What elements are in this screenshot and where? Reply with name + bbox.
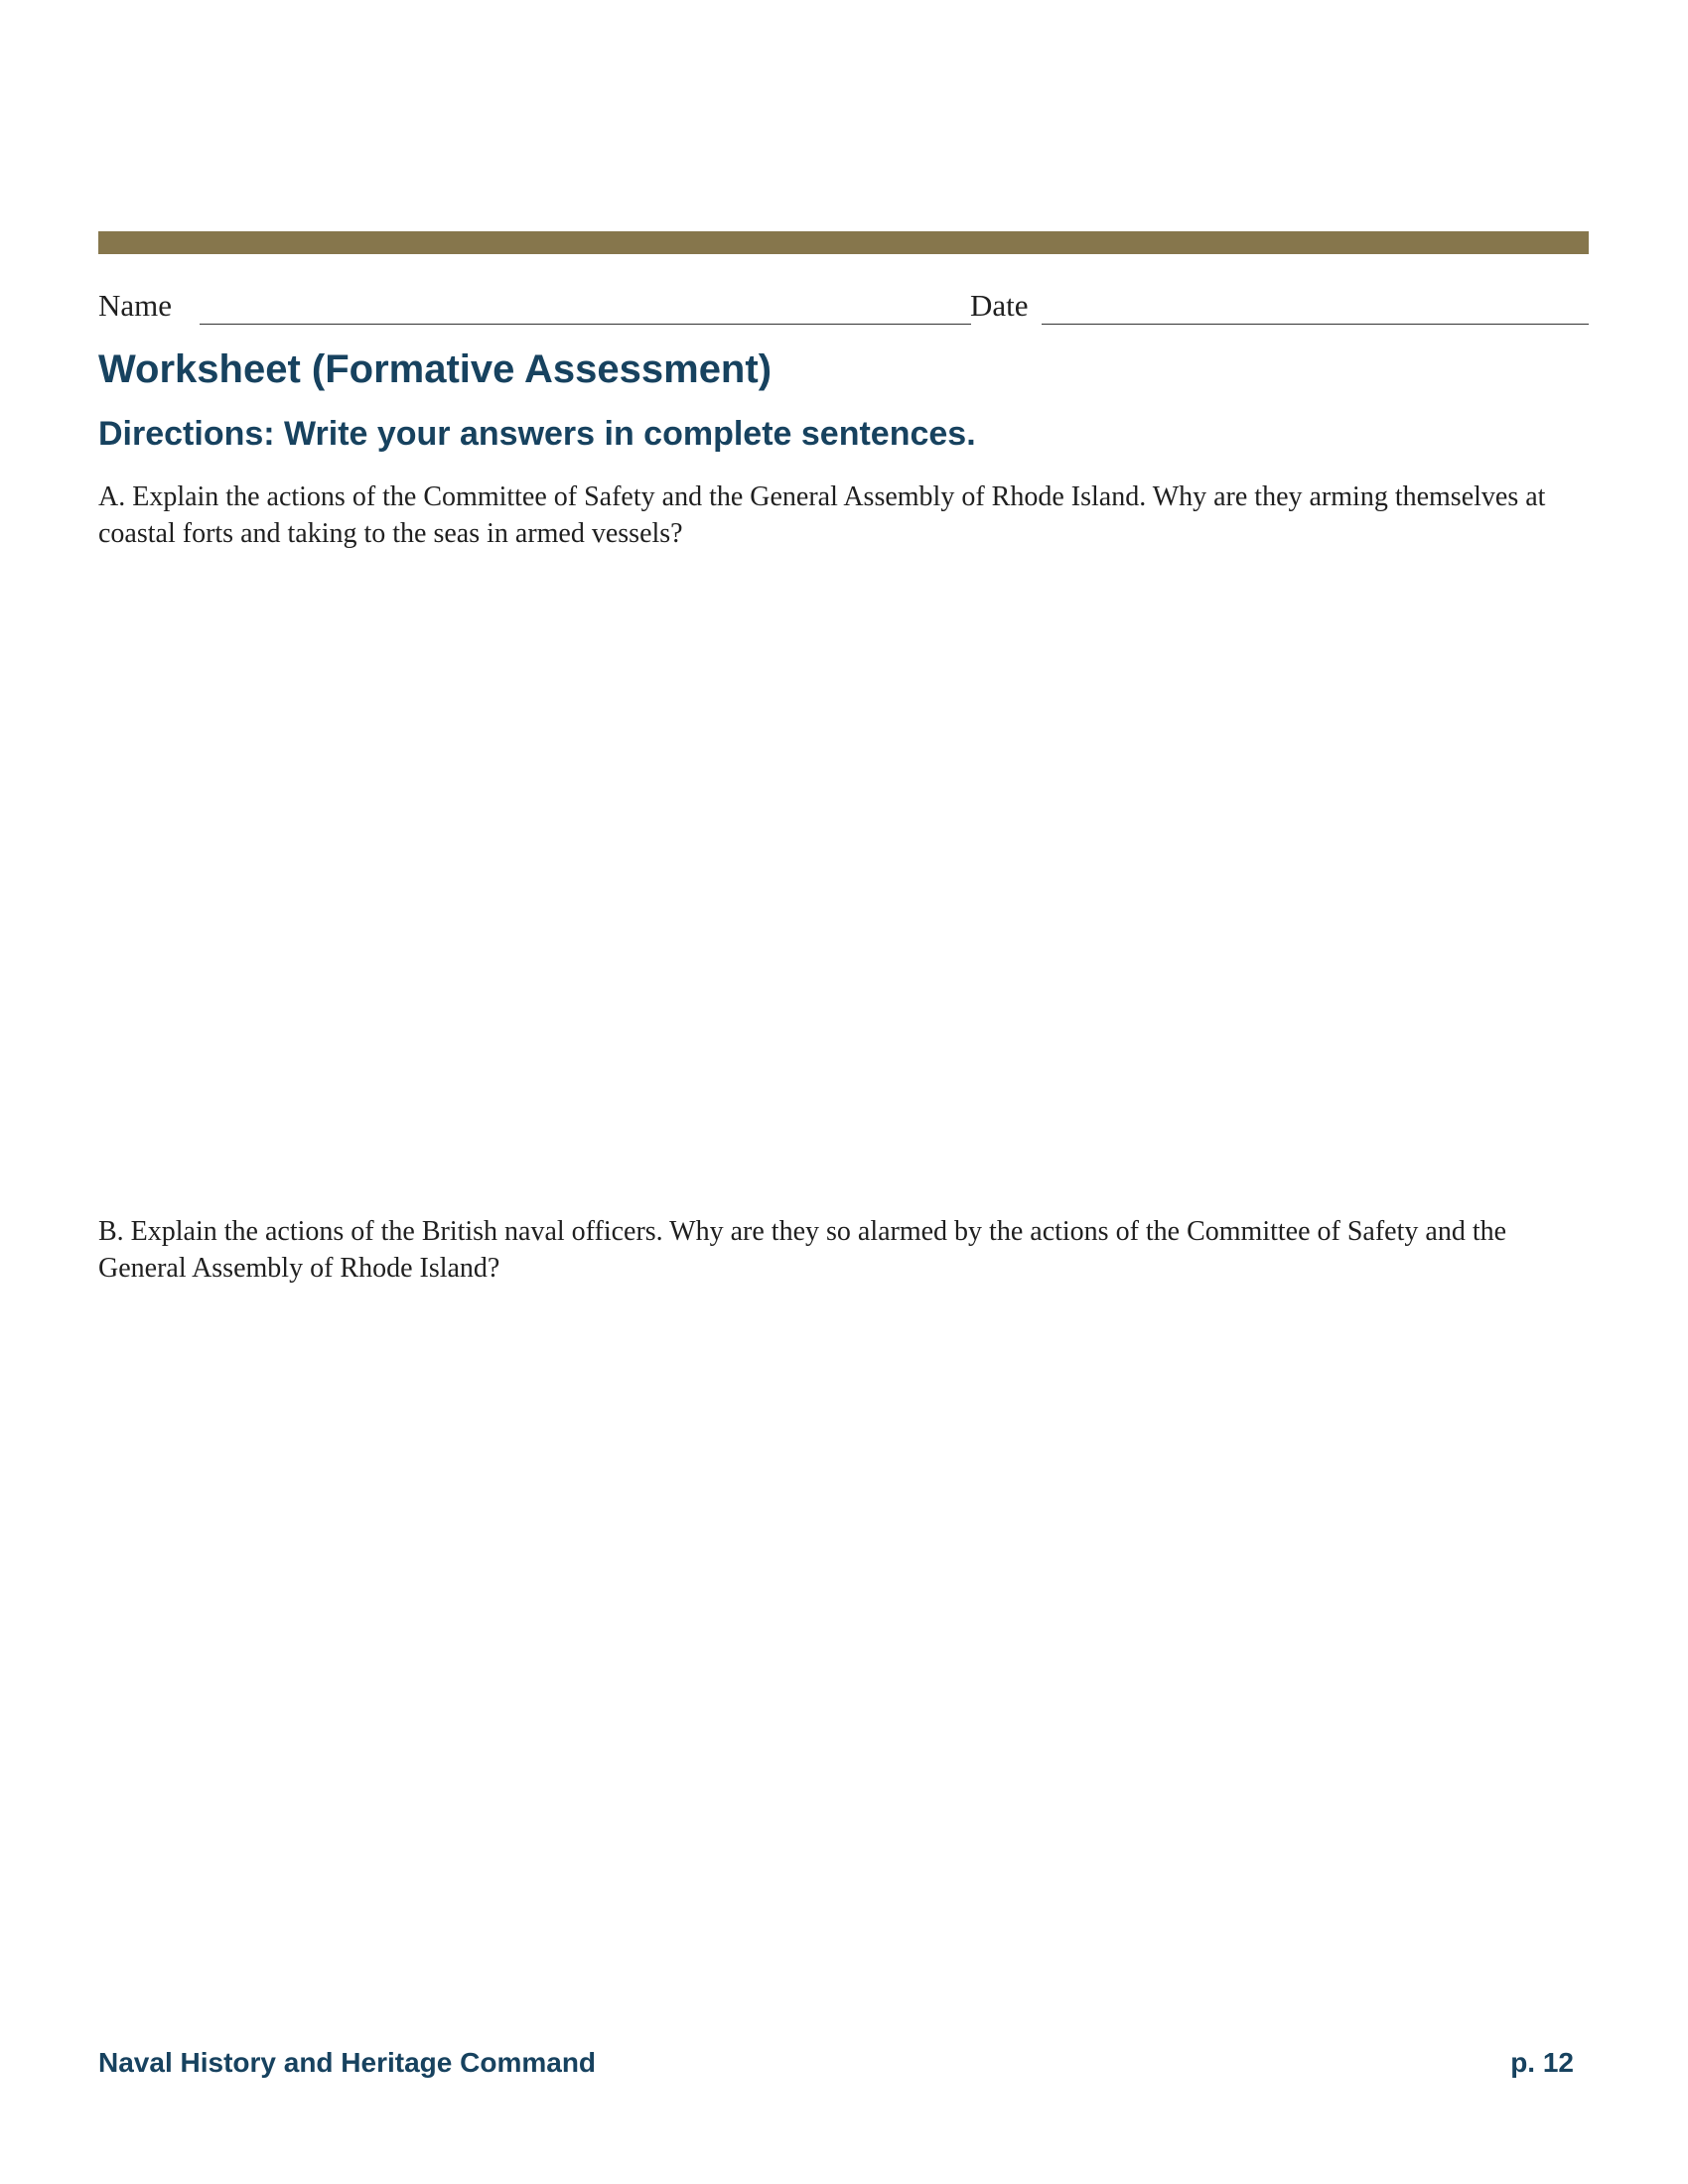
question-a: A. Explain the actions of the Committee of Safety and the General Assembly of Rhode Island. Why are they arming themselves at coastal forts and taking to the seas in armed vessels? — [98, 481, 1546, 549]
date-field[interactable] — [1042, 324, 1589, 325]
date-label: Date — [970, 288, 1029, 323]
header-rule-bar — [98, 231, 1589, 254]
footer-organization: Naval History and Heritage Command — [98, 2047, 597, 2078]
directions-text: Directions: Write your answers in complete sentences. — [98, 415, 976, 453]
page-number: p. 12 — [1510, 2047, 1574, 2078]
question-b: B. Explain the actions of the British naval officers. Why are they so alarmed by the actions of the Committee of Safety and the General Assembly of Rhode Island? — [98, 1216, 1507, 1284]
name-label: Name — [98, 288, 173, 323]
worksheet-title: Worksheet (Formative Assessment) — [98, 347, 773, 391]
name-date-line — [98, 288, 1589, 328]
name-field[interactable] — [200, 324, 971, 325]
